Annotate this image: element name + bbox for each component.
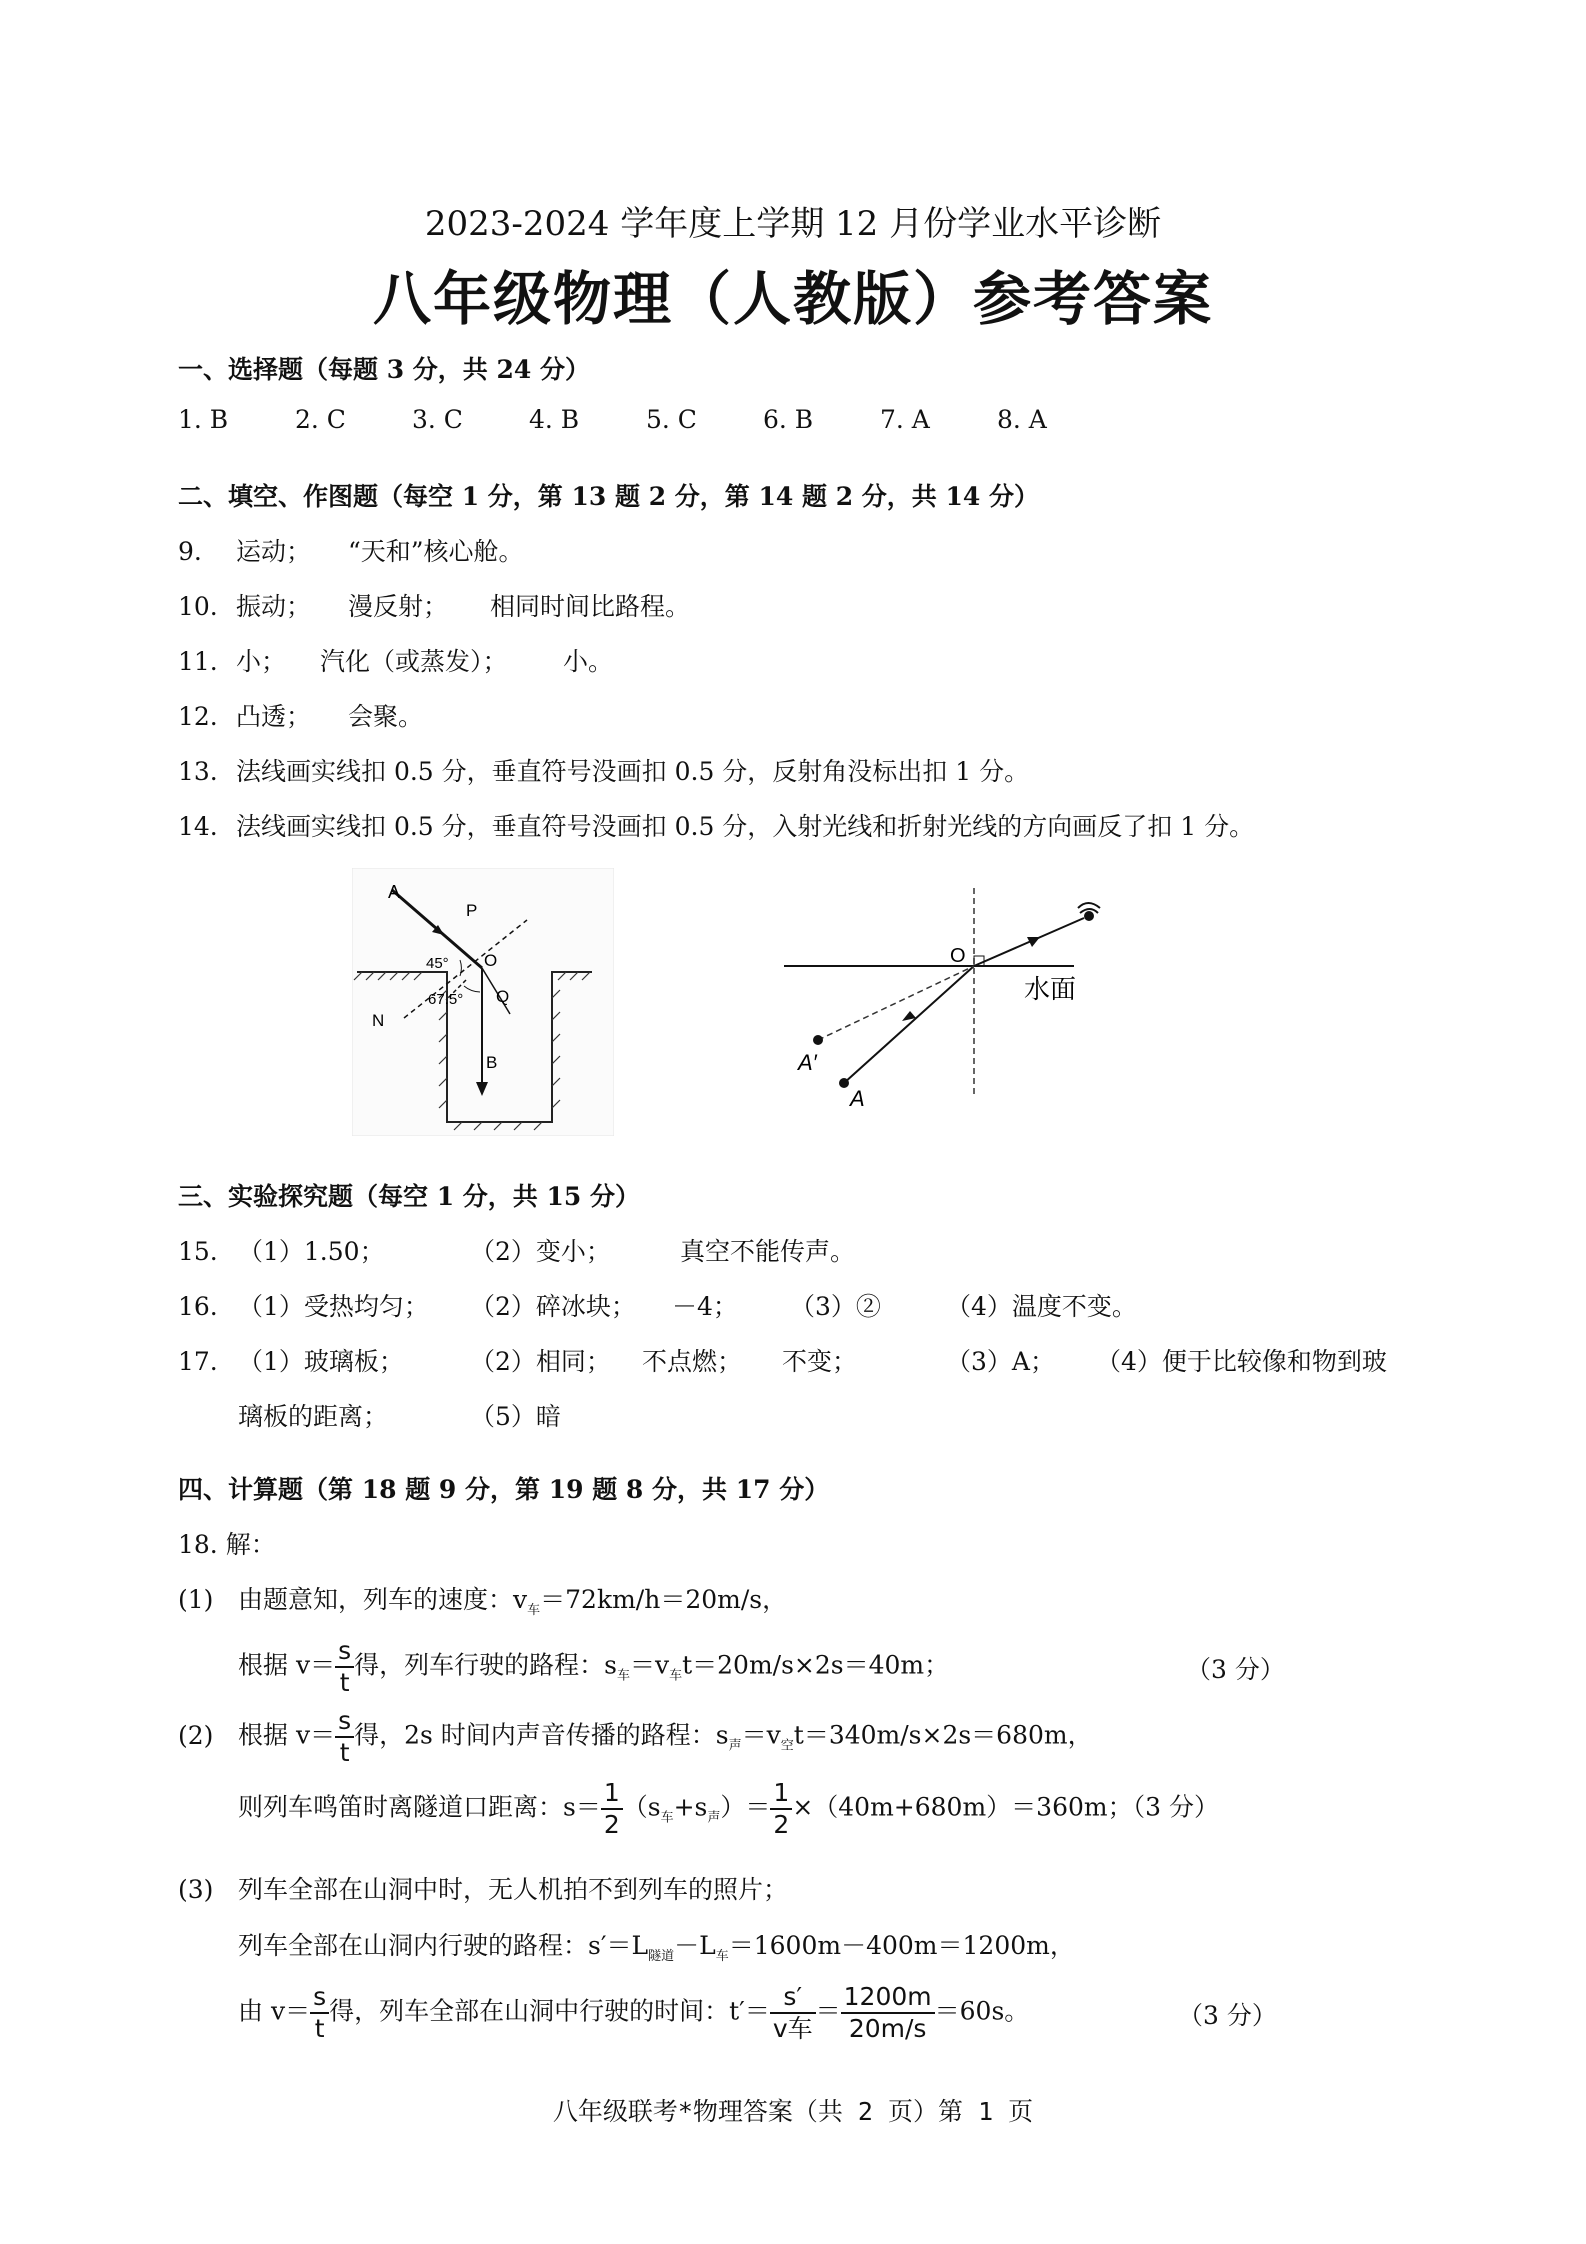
q17-h: （5）暗 <box>470 1402 561 1431</box>
header-line1: 2023-2024 学年度上学期 12 月份学业水平诊断 <box>424 204 1162 244</box>
q10-a: 振动； <box>236 592 312 621</box>
q9-num: 9. <box>178 537 202 566</box>
refraction-diagram <box>784 888 1114 1108</box>
answer-4: 4. B <box>529 405 580 434</box>
q12-b: 会聚。 <box>348 702 424 731</box>
q11 <box>178 642 613 678</box>
frac-num: s <box>310 1982 329 2014</box>
fraction-half-2 <box>770 1778 792 1840</box>
fraction-s-over-t <box>335 1636 354 1698</box>
q13-num: 13. <box>178 757 218 786</box>
p2-sub1: 声 <box>728 1738 742 1754</box>
p1-l2-sub1: 车 <box>616 1668 630 1684</box>
q9-a: 运动； <box>236 537 312 566</box>
p2-line1 <box>178 1706 1093 1768</box>
frac-num: 1 <box>770 1778 792 1810</box>
frac-num: s′ <box>770 1982 816 2014</box>
frac-den: t <box>339 1668 350 1697</box>
fraction-half <box>601 1778 623 1840</box>
p3-l3b: 得，列车全部在山洞中行驶的时间：t′＝ <box>329 1996 770 2026</box>
q16-e: （4）温度不变。 <box>946 1292 1137 1321</box>
q14-num: 14. <box>178 812 218 841</box>
q12-num: 12. <box>178 702 218 731</box>
q14-text: 法线画实线扣 0.5 分，垂直符号没画扣 0.5 分，入射光线和折射光线的方向画反了扣 1 分。 <box>236 812 1255 841</box>
q12-a: 凸透； <box>236 702 312 731</box>
p2-l1b: 得，2s 时间内声音传播的路程：s <box>354 1720 729 1750</box>
section-3-title: 三、实验探究题（每空 1 分，共 15 分） <box>178 1182 641 1211</box>
q14 <box>178 807 1254 843</box>
p2-l1a: 根据 v＝ <box>238 1720 336 1750</box>
q15 <box>178 1232 855 1268</box>
frac-num: 1200m <box>841 1982 935 2014</box>
label-N: N <box>372 1011 385 1030</box>
q15-c: 真空不能传声。 <box>680 1237 856 1266</box>
p1-score: （3 分） <box>1186 1655 1285 1684</box>
q11-b: 汽化（或蒸发）； <box>320 647 508 676</box>
label-45: 45° <box>426 955 449 972</box>
reflection-diagram <box>352 868 614 1136</box>
label-A: A <box>388 882 401 902</box>
p1-num: (1) <box>178 1585 214 1614</box>
q10-num: 10. <box>178 592 218 621</box>
p2-l2e: ×（40m+680m）＝360m；（3 分） <box>792 1792 1219 1822</box>
p1-l2a: 根据 v＝ <box>238 1650 336 1680</box>
answer-8: 8. A <box>997 405 1047 434</box>
q15-a: （1）1.50； <box>238 1237 385 1266</box>
q15-num: 15. <box>178 1237 218 1266</box>
q11-c: 小。 <box>563 647 614 676</box>
p3-sub2: 车 <box>715 1949 729 1964</box>
choice-answers <box>178 405 1047 434</box>
p3-l2a: 列车全部在山洞内行驶的路程：s′＝L <box>238 1931 649 1960</box>
p1-text: 由题意知，列车的速度：v <box>238 1585 528 1614</box>
p2-l2b: （s <box>622 1792 661 1822</box>
page-footer: 八年级联考*物理答案（共 2 页）第 1 页 <box>552 2097 1034 2126</box>
fraction-s-over-t-3 <box>310 1982 329 2044</box>
frac-den: 2 <box>603 1810 620 1839</box>
virtual-ray <box>818 966 974 1040</box>
label-A-prime: A′ <box>798 1050 817 1075</box>
frac-den: t <box>339 1738 350 1767</box>
q10-b: 漫反射； <box>348 592 449 621</box>
q10-c: 相同时间比路程。 <box>490 592 691 621</box>
q16-c: －4； <box>672 1292 738 1321</box>
label-O: O <box>484 951 498 970</box>
q9-b: “天和”核心舱。 <box>348 537 524 566</box>
p1-l2b: 得，列车行驶的路程：s <box>354 1650 617 1680</box>
q16-num: 16. <box>178 1292 218 1321</box>
p3-line1 <box>178 1870 788 1906</box>
q18-label: 18. 解： <box>178 1530 276 1559</box>
p1-line2 <box>238 1636 949 1698</box>
p1-line1 <box>178 1580 787 1618</box>
p3-l3a: 由 v＝ <box>238 1996 311 2026</box>
label-O: O <box>950 945 966 967</box>
section-1-title: 一、选择题（每题 3 分，共 24 分） <box>178 355 591 384</box>
p2-num: (2) <box>178 1720 214 1750</box>
incident-ray <box>844 966 974 1083</box>
answer-1: 1. B <box>178 405 229 434</box>
label-Q: Q <box>496 987 510 1006</box>
p2-line2 <box>238 1778 1219 1840</box>
p3-num: (3) <box>178 1875 214 1904</box>
q17-e: （3）A； <box>946 1347 1055 1376</box>
q17-num: 17. <box>178 1347 218 1376</box>
fraction-s-prime-over-v <box>770 1982 816 2044</box>
p3-l2b: －L <box>674 1931 716 1960</box>
label-water: 水面 <box>1024 974 1077 1004</box>
p1-l2d: t＝20m/s×2s＝40m； <box>682 1650 950 1680</box>
fraction-s-over-t-2 <box>335 1706 354 1768</box>
p2-l2d: ）＝ <box>720 1792 771 1822</box>
q15-b: （2）变小； <box>470 1237 611 1266</box>
p1-text-b: ＝72km/h＝20m/s， <box>540 1585 788 1614</box>
p3-line2 <box>238 1926 1075 1964</box>
label-B: B <box>486 1053 498 1072</box>
q17-f: （4）便于比较像和物到玻 <box>1096 1347 1387 1376</box>
frac-den: t <box>314 2014 325 2043</box>
q16-d: （3）② <box>790 1292 881 1321</box>
label-A: A <box>850 1086 865 1108</box>
answer-6: 6. B <box>763 405 814 434</box>
q16 <box>178 1287 1137 1323</box>
q17-d: 不变； <box>782 1347 858 1376</box>
answer-5: 5. C <box>646 405 697 434</box>
frac-num: 1 <box>601 1778 623 1810</box>
q11-a: 小； <box>236 647 287 676</box>
point-A-prime <box>813 1035 823 1045</box>
q9 <box>178 532 524 568</box>
section-4-title: 四、计算题（第 18 题 9 分，第 19 题 8 分，共 17 分） <box>178 1475 830 1504</box>
answer-7: 7. A <box>880 405 930 434</box>
point-A <box>839 1078 849 1088</box>
p3-sub1: 隧道 <box>648 1949 675 1964</box>
p3-line3: 由 v＝ $\frac{s}{t}$ 得，列车全部在山洞中行驶的时间：t′＝ $\frac{s'}{\text{v车}}$ ＝ $\frac{1200m}{20m/s}$ ＝60s。 <box>238 1982 1030 2043</box>
q17-a: （1）玻璃板； <box>238 1347 404 1376</box>
p3-l3c: ＝60s。 <box>934 1996 1030 2026</box>
q13-text: 法线画实线扣 0.5 分，垂直符号没画扣 0.5 分，反射角没标出扣 1 分。 <box>236 757 1030 786</box>
page-title: 八年级物理（人教版）参考答案 <box>372 265 1213 333</box>
q10 <box>178 587 690 623</box>
p2-l2a: 则列车鸣笛时离隧道口距离：s＝ <box>238 1792 601 1822</box>
frac-num: s <box>335 1636 354 1668</box>
refracted-ray <box>974 918 1084 966</box>
p2-sub2: 空 <box>780 1738 794 1754</box>
answer-2: 2. C <box>295 405 346 434</box>
q17-cont <box>238 1397 561 1433</box>
p2-l1d: t＝340m/s×2s＝680m， <box>793 1720 1093 1750</box>
q13 <box>178 752 1029 788</box>
fraction-1200-over-20 <box>841 1982 935 2044</box>
section-2-title: 二、填空、作图题（每空 1 分，第 13 题 2 分，第 14 题 2 分，共 14 分） <box>178 482 1040 511</box>
q11-num: 11. <box>178 647 218 676</box>
p2-l2c: +s <box>673 1792 708 1822</box>
label-P: P <box>466 901 478 920</box>
frac-den: 20m/s <box>848 2014 927 2043</box>
q17-c: 不点燃； <box>642 1347 743 1376</box>
label-67: 67.5° <box>428 991 464 1008</box>
p2-l1c: ＝v <box>741 1720 781 1750</box>
q17-g: 璃板的距离； <box>238 1402 389 1431</box>
p3-l2c: ＝1600m－400m＝1200m， <box>728 1931 1075 1960</box>
q16-b: （2）碎冰块； <box>470 1292 636 1321</box>
q12 <box>178 697 423 733</box>
q17-b: （2）相同； <box>470 1347 611 1376</box>
frac-num: s <box>335 1706 354 1738</box>
p3-l1: 列车全部在山洞中时，无人机拍不到列车的照片； <box>238 1875 789 1904</box>
eye-icon <box>1078 903 1100 920</box>
q16-a: （1）受热均匀； <box>238 1292 429 1321</box>
answer-3: 3. C <box>412 405 463 434</box>
p1-l2-sub2: 车 <box>669 1668 683 1684</box>
p1-sub: 车 <box>527 1603 541 1618</box>
q17 <box>178 1342 1387 1378</box>
frac-den: 2 <box>773 1810 790 1839</box>
p2-l2-sub1: 车 <box>660 1810 674 1826</box>
frac-den: v车 <box>772 2014 813 2043</box>
p2-l2-sub2: 声 <box>707 1810 721 1826</box>
p1-l2c: ＝v <box>629 1650 670 1680</box>
p3-score: （3 分） <box>1178 2001 1277 2030</box>
